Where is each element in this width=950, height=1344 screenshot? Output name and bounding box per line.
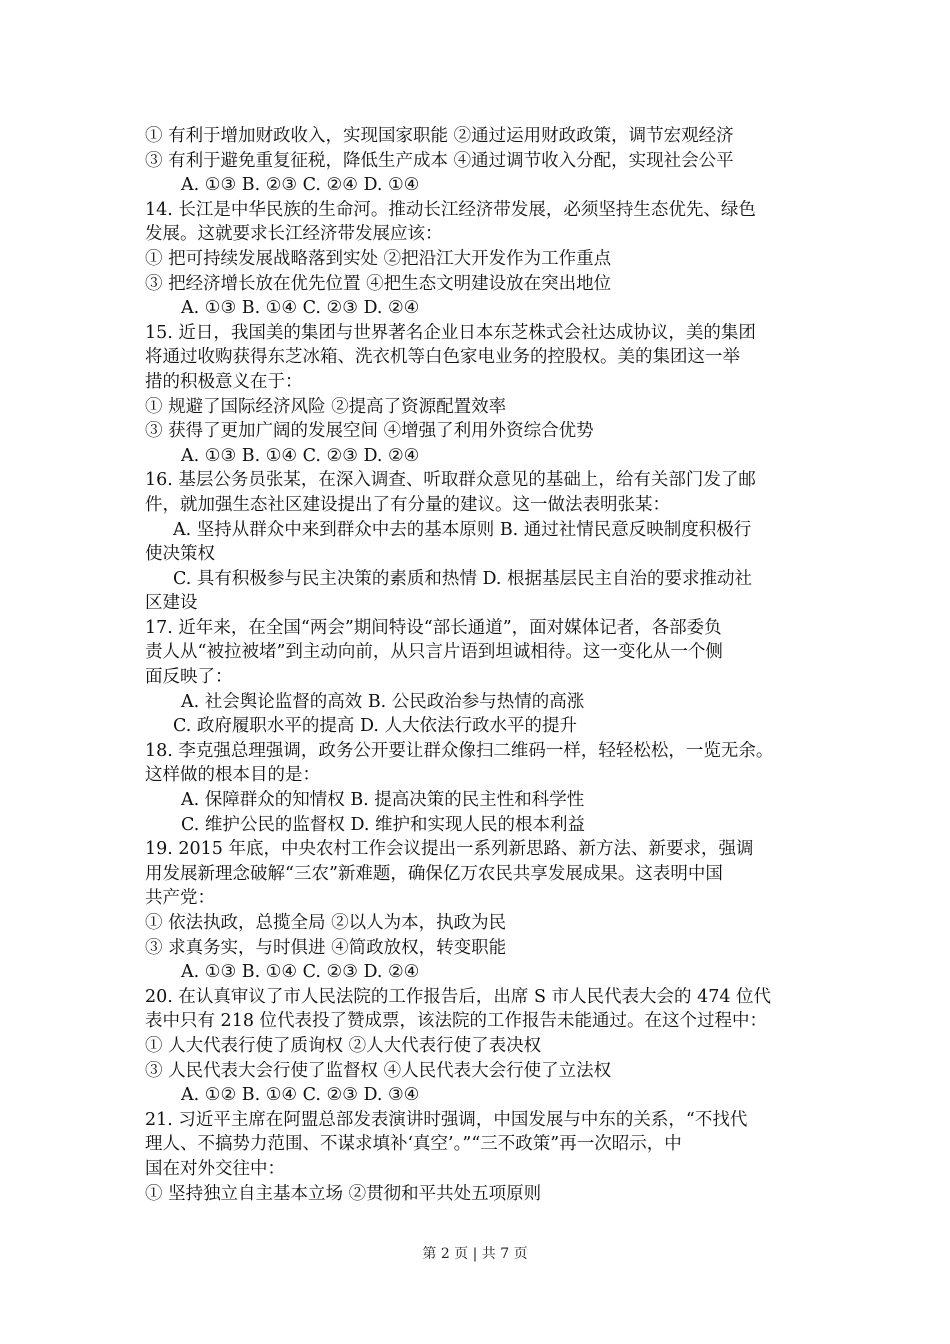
question-text-body [145,124,825,1206]
text-line: 件，就加强生态社区建设提出了有分量的建议。这一做法表明张某： [145,494,670,515]
text-line: A. 社会舆论监督的高效 B. 公民政治参与热情的高涨 [181,691,585,712]
text-line: ① 依法执政，总揽全局 ②以人为本，执政为民 [145,913,507,933]
text-line: ① 人大代表行使了质询权 ②人大代表行使了表决权 [145,1035,542,1056]
text-line: A. 保障群众的知情权 B. 提高决策的民主性和科学性 [181,790,585,811]
text-line: ① 把可持续发展战略落到实处 ②把沿江大开发作为工作重点 [145,248,612,269]
text-line: 将通过收购获得东芝冰箱、洗衣机等白色家电业务的控股权。美的集团这一举 [145,347,740,368]
text-line: 国在对外交往中： [145,1158,285,1179]
text-line: 14. 长江是中华民族的生命河。推动长江经济带发展，必须坚持生态优先、绿色 [145,199,756,220]
text-line: 用发展新理念破解“三农”新难题，确保亿万农民共享发展成果。这表明中国 [145,863,723,884]
text-line: ① 坚持独立自主基本立场 ②贯彻和平共处五项原则 [145,1183,542,1204]
text-line: C. 具有积极参与民主决策的素质和热情 D. 根据基层民主自治的要求推动社 [173,568,752,589]
text-line: C. 政府履职水平的提高 D. 人大依法行政水平的提升 [173,716,577,737]
text-line: 19. 2015 年底，中央农村工作会议提出一系列新思路、新方法、新要求，强调 [145,839,754,860]
text-line: 使决策权 [145,544,215,565]
text-line: A. ①② B. ①④ C. ②③ D. ③④ [181,1085,420,1106]
page-footer: 第 2 页 | 共 7 页 [422,1246,528,1262]
text-line: 17. 近年来，在全国“两会”期间特设“部长通道”，面对媒体记者，各部委负 [145,617,722,638]
text-line: 发展。这就要求长江经济带发展应该： [145,224,443,245]
text-line: 表中只有 218 位代表投了赞成票，该法院的工作报告未能通过。在这个过程中： [145,1011,768,1032]
text-line: A. 坚持从群众中来到群众中去的基本原则 B. 通过社情民意反映制度积极行 [173,519,752,540]
text-line: 责人从“被拉被堵”到主动向前，从只言片语到坦诚相待。这一变化从一个侧 [145,642,723,663]
text-line: 15. 近日，我国美的集团与世界著名企业日本东芝株式会社达成协议，美的集团 [145,322,756,343]
text-line: 16. 基层公务员张某，在深入调查、听取群众意见的基础上，给有关部门发了邮 [145,470,756,491]
text-line: ① 规避了国际经济风险 ②提高了资源配置效率 [145,396,507,417]
text-line: 21. 习近平主席在阿盟总部发表演讲时强调，中国发展与中东的关系，“不找代 [145,1109,748,1130]
text-line: C. 维护公民的监督权 D. 维护和实现人民的根本利益 [181,814,585,835]
text-line: A. ①③ B. ①④ C. ②③ D. ②④ [181,298,420,319]
text-line: ③ 把经济增长放在优先位置 ④把生态文明建设放在突出地位 [145,273,612,294]
text-line: 措的积极意义在于： [145,371,303,392]
text-line: 面反映了： [145,667,233,688]
text-line: 20. 在认真审议了市人民法院的工作报告后，出席 S 市人民代表大会的 474 位代 [145,986,772,1007]
text-line: A. ①③ B. ②③ C. ②④ D. ①④ [181,175,420,196]
text-line: 理人、不搞势力范围、不谋求填补‘真空’。”“三不政策”再一次昭示，中 [145,1134,682,1155]
text-line: ③ 求真务实，与时俱进 ④简政放权，转变职能 [145,937,507,958]
text-line: A. ①③ B. ①④ C. ②③ D. ②④ [181,445,420,466]
text-line: 共产党： [145,888,215,909]
text-line: 18. 李克强总理强调，政务公开要让群众像扫二维码一样，轻轻松松，一览无余。 [145,740,774,761]
text-line: ③ 人民代表大会行使了监督权 ④人民代表大会行使了立法权 [145,1060,612,1081]
text-line: A. ①③ B. ①④ C. ②③ D. ②④ [181,962,420,983]
text-line: ③ 有利于避免重复征税，降低生产成本 ④通过调节收入分配，实现社会公平 [145,150,734,171]
text-line: 这样做的根本目的是： [145,765,320,786]
text-line: ③ 获得了更加广阔的发展空间 ④增强了利用外资综合优势 [145,421,594,442]
text-line: ① 有利于增加财政收入，实现国家职能 ②通过运用财政政策，调节宏观经济 [145,126,734,146]
text-line: 区建设 [145,593,198,614]
